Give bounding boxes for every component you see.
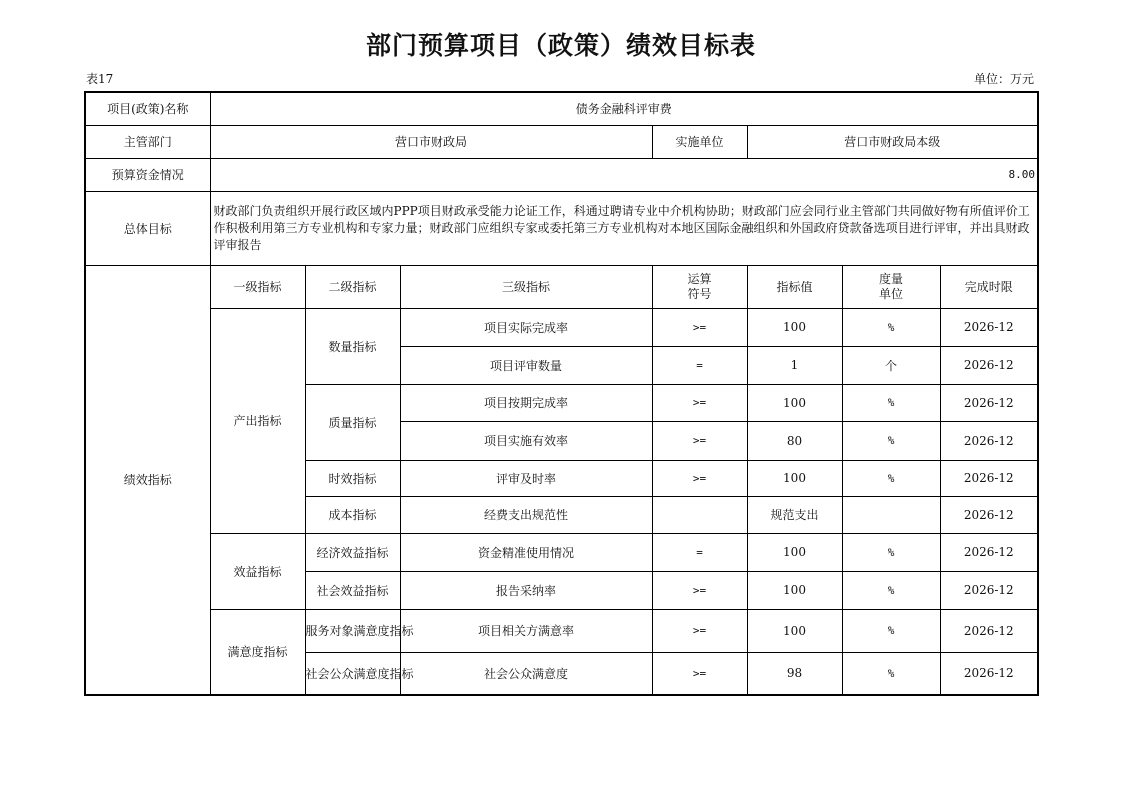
page-title: 部门预算项目（政策）绩效目标表 <box>365 31 756 60</box>
group-public: 社会公众满意度指标 <box>305 652 400 695</box>
operator: >= <box>652 609 747 652</box>
dept-label: 主管部门 <box>85 125 210 158</box>
group-timeliness: 时效指标 <box>305 460 400 496</box>
group-quantity: 数量指标 <box>305 308 400 384</box>
measure-unit: % <box>842 652 940 695</box>
table-row <box>85 308 1038 346</box>
target-value: 100 <box>747 384 842 421</box>
target-value: 98 <box>747 652 842 695</box>
header-deadline: 完成时限 <box>940 265 1038 308</box>
measure-unit: % <box>842 460 940 496</box>
performance-table <box>84 91 1039 696</box>
measure-unit: % <box>842 609 940 652</box>
measure-unit: 个 <box>842 346 940 384</box>
target-value: 100 <box>747 571 842 609</box>
operator: >= <box>652 571 747 609</box>
target-value: 规范支出 <box>747 496 842 533</box>
budget-label: 预算资金情况 <box>85 158 210 191</box>
table-row <box>85 533 1038 571</box>
indicator-name: 社会公众满意度 <box>400 652 652 695</box>
header-level3: 三级指标 <box>400 265 652 308</box>
header-level1: 一级指标 <box>210 265 305 308</box>
target-value: 1 <box>747 346 842 384</box>
indicator-name: 经费支出规范性 <box>400 496 652 533</box>
operator: >= <box>652 384 747 421</box>
deadline: 2026-12 <box>940 533 1038 571</box>
measure-unit: % <box>842 571 940 609</box>
table-row <box>85 609 1038 652</box>
perf-label: 绩效指标 <box>85 265 210 695</box>
impl-unit-label: 实施单位 <box>652 125 747 158</box>
deadline: 2026-12 <box>940 609 1038 652</box>
goal-text: 财政部门负责组织开展行政区域内PPP项目财政承受能力论证工作，科通过聘请专业中介机构协助；财政部门应会同行业主管部门共同做好物有所值评价工作积极利用第三方专业机构和专家力量；财政部门应组织专家或委托第三方专业机构对本地区国际金融组织和外国政府贷款备选项目进行评审，并出具财政评审报告 <box>210 191 1038 265</box>
measure-unit <box>842 496 940 533</box>
group-output: 产出指标 <box>210 308 305 533</box>
target-value: 80 <box>747 421 842 460</box>
indicator-name: 资金精准使用情况 <box>400 533 652 571</box>
indicator-name: 报告采纳率 <box>400 571 652 609</box>
deadline: 2026-12 <box>940 308 1038 346</box>
operator: = <box>652 533 747 571</box>
deadline: 2026-12 <box>940 421 1038 460</box>
measure-unit: % <box>842 421 940 460</box>
indicator-name: 项目相关方满意率 <box>400 609 652 652</box>
group-quality: 质量指标 <box>305 384 400 460</box>
dept-value: 营口市财政局 <box>210 125 652 158</box>
deadline: 2026-12 <box>940 346 1038 384</box>
indicator-name: 项目实际完成率 <box>400 308 652 346</box>
operator: = <box>652 346 747 384</box>
indicator-name: 评审及时率 <box>400 460 652 496</box>
target-value: 100 <box>747 308 842 346</box>
indicator-name: 项目按期完成率 <box>400 384 652 421</box>
project-name-value: 债务金融科评审费 <box>210 92 1038 125</box>
header-unit: 度量 单位 <box>842 265 940 308</box>
group-service: 服务对象满意度指标 <box>305 609 400 652</box>
operator: >= <box>652 421 747 460</box>
measure-unit: % <box>842 533 940 571</box>
header-level2: 二级指标 <box>305 265 400 308</box>
deadline: 2026-12 <box>940 384 1038 421</box>
goal-label: 总体目标 <box>85 191 210 265</box>
header-target: 指标值 <box>747 265 842 308</box>
measure-unit: % <box>842 384 940 421</box>
target-value: 100 <box>747 609 842 652</box>
group-social: 社会效益指标 <box>305 571 400 609</box>
impl-unit-value: 营口市财政局本级 <box>747 125 1038 158</box>
group-economic: 经济效益指标 <box>305 533 400 571</box>
deadline: 2026-12 <box>940 460 1038 496</box>
measure-unit: % <box>842 308 940 346</box>
table-number: 表17 <box>86 72 114 86</box>
unit-label: 单位：万元 <box>973 72 1034 86</box>
deadline: 2026-12 <box>940 652 1038 695</box>
group-cost: 成本指标 <box>305 496 400 533</box>
header-operator: 运算 符号 <box>652 265 747 308</box>
target-value: 100 <box>747 533 842 571</box>
operator: >= <box>652 652 747 695</box>
deadline: 2026-12 <box>940 496 1038 533</box>
project-name-label: 项目(政策)名称 <box>85 92 210 125</box>
group-satisfaction: 满意度指标 <box>210 609 305 695</box>
deadline: 2026-12 <box>940 571 1038 609</box>
indicator-name: 项目实施有效率 <box>400 421 652 460</box>
target-value: 100 <box>747 460 842 496</box>
budget-value: 8.00 <box>210 158 1038 191</box>
operator <box>652 496 747 533</box>
operator: >= <box>652 308 747 346</box>
operator: >= <box>652 460 747 496</box>
group-benefit: 效益指标 <box>210 533 305 609</box>
indicator-name: 项目评审数量 <box>400 346 652 384</box>
